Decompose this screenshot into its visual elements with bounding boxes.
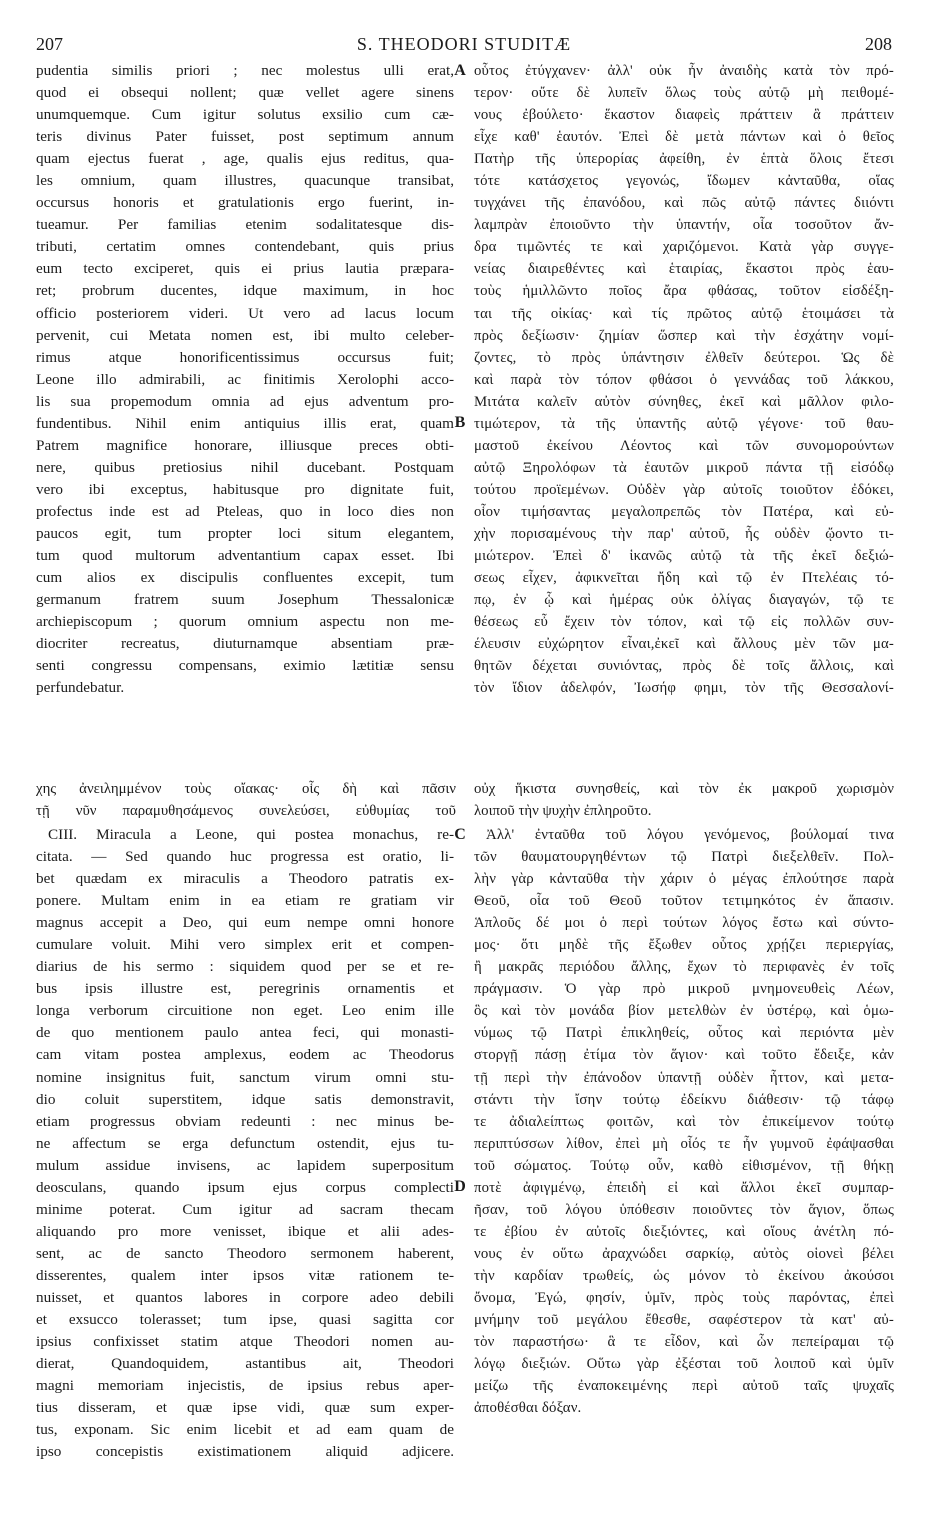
text-line: cumulare voluit. Mihi vero simplex erit et compen- (36, 936, 454, 954)
text-line: Πατὴρ τῆς ὑπερορίας ἀφείθη, ἐν ἑπτὰ ὅλοις ἔτεσι (474, 151, 894, 168)
text-line: μαστοῦ ἐκείνου Λέοντος καὶ τῶν συνομορούντων (474, 437, 894, 454)
text-line: νείας διαιρεθέντες καὶ ἑταιρίας, ἕκαστοι πρὸς ἑαυ- (474, 261, 894, 278)
text-line: profectus inde est ad Pteleas, quo in loco dies non (36, 502, 454, 520)
text-line: aliquando pro more venisset, ibique et alii ades- (36, 1222, 454, 1240)
text-line: bet quædam ex miraculis a Theodoro patratis ex- (36, 870, 454, 888)
text-line: εἶχε καθ' ἑαυτόν. Ἐπεὶ δὲ μετὰ πάντων καὶ ὁ θεῖος (474, 129, 894, 146)
text-line: οὗτος ἐτύγχανεν· ἀλλ' οὐκ ἦν ἀναιδὴς κατὰ τὸν πρό- (474, 63, 894, 79)
text-line: ret; probrum ducentes, idque maximum, in hoc (36, 282, 454, 300)
text-line: τυγχάνει τῆς ἐπανόδου, καὶ πῶς αὐτῷ πάντες διιόντι (474, 195, 894, 212)
text-line: ponere. Multam enim in ea etiam re gratiam vir (36, 892, 454, 910)
text-line: μνήμην τοῦ μεγάλου ἔθεσθε, σαφέστερον τὰ κατ' αὐ- (474, 1312, 894, 1329)
text-line: fundentibus. Nihil enim antiquius illis erat, quam (36, 414, 454, 432)
text-line: tius disseram, et quæ ipse vidi, quæ sum exper- (36, 1399, 454, 1417)
text-line: Patrem magnifice honorare, illiusque preces obti- (36, 436, 454, 454)
margin-letter-b: B (454, 414, 466, 431)
text-line: ται τῆς οἰκίας· καὶ τίς πρῶτος αὐτῷ ἑτοιμάσει τὰ (474, 305, 894, 322)
text-line: νους ἐβούλετο· ἕκαστον διαφεὶς πράττειν ἃ πράττειν (474, 107, 894, 124)
text-line: ne affectum se erga defunctum ostendit, ejus tu- (36, 1134, 454, 1152)
text-line: eum tecto exciperet, quis ei prius lautia præpara- (36, 260, 454, 278)
text-line: λόγῳ διεξιών. Οὕτω γὰρ ἐξέσται τοῦ λοιποῦ καὶ ὑμῖν (474, 1356, 894, 1373)
text-line: pudentia similis priori ; nec molestus ulli erat, (36, 62, 454, 79)
text-line: quam ejectus fuerat , age, qualis ejus reditus, qua- (36, 150, 454, 168)
text-line: nere, quibus pretiosius nihil ducebant. Postquam (36, 458, 454, 476)
text-line: quod ei obsequi nollent; quæ vellet agere sinens (36, 84, 454, 102)
text-line: λὴν γὰρ κἀνταῦθα τὴν χάριν ὁ μέγας ἐπλούτησε παρὰ (474, 871, 894, 888)
text-line: paucos egit, tum propter loci situm elegantem, (36, 524, 454, 542)
text-line: τοὺς ἡμιλλῶντο ποῖος ἄρα φθάσας, τοῦτον εἰσδέξη- (474, 283, 894, 300)
text-line: λαμπρὰν ἐποιοῦντο τὴν ὑπαντήν, οἷα τοσοῦτον ἄν- (474, 217, 894, 234)
text-line: teris divinus Pater fuisset, post septimum annum (36, 128, 454, 146)
margin-letter-d: D (454, 1178, 466, 1195)
text-line: de quo mentionem paulo antea feci, qui monasti- (36, 1024, 454, 1042)
text-line: περιπτύσσων λίθον, ἐπεὶ μὴ οἷός τε ἦν γυμνοῦ ἐφάψασθαι (474, 1135, 894, 1152)
text-line: perfundebatur. (36, 679, 125, 697)
text-line: ποτὲ ἀφιγμένῳ, ἐπειδὴ εἰ καὶ ἄλλοι ἐκεῖ συμπαρ- (474, 1179, 894, 1196)
text-line: les omnium, quam illustres, quacunque transibat, (36, 172, 454, 190)
text-line: diarius de his sermo : siquidem quod per se et re- (36, 958, 454, 976)
text-line: χὴν πορισαμένους τὴν παρ' αὐτοῦ, ἧς οὐδὲν ᾤοντο τι- (474, 525, 894, 542)
text-line: ipsius confixisset statim atque Theodori nomen au- (36, 1333, 454, 1351)
text-line: δρα τιμῶντές τε καὶ χαριζόμενοι. Κατὰ γὰρ συγγε- (474, 239, 894, 256)
text-line: tributi, certatim omnes contendebant, quis prius (36, 238, 454, 256)
text-line: longa verborum circuitione non eget. Leo enim ille (36, 1002, 454, 1020)
text-line: αὐτῷ Ξηρολόφων τὰ ἑαυτῶν μικροῦ πάντα τῇ εἰσόδῳ (474, 459, 894, 476)
continuation-right: λοιποῦ τὴν ψυχὴν ἐπληροῦτο. (474, 803, 652, 819)
text-line: unumquemque. Cum igitur solutus exsilio cum cæ- (36, 106, 454, 124)
text-line: Ἀλλ' ἐνταῦθα τοῦ λόγου γενόμενος, βούλομαί τινα (486, 827, 894, 843)
text-line: νύμως τῷ Πατρὶ ἐπικληθείς, οὗτος καὶ περιόντα μὲν (474, 1025, 894, 1042)
page-number-right: 208 (865, 34, 892, 54)
page-header (36, 32, 892, 56)
text-line: disserentes, qualem inter ipsos vitæ rationem te- (36, 1266, 454, 1284)
text-line: ζοντες, τὸ πρὸς ὑπάντησιν ἐλθεῖν δεύτεροι. Ὡς δὲ (474, 349, 894, 366)
text-line: dio coluit superstitem, idque satis demonstravit, (36, 1090, 454, 1108)
text-line: τότε κατάσχετος γεγονώς, ἴδωμεν κἀνταῦθα, οἵας (474, 173, 894, 190)
text-line: etiam progressus obviam redeunti : nec minus be- (36, 1112, 454, 1130)
margin-letter-a: A (454, 62, 466, 79)
text-line: citata. — Sed quando huc progressa est oratio, li- (36, 848, 454, 866)
text-line: νους ἐν οὕτω ἀραχνώδει σαρκίῳ, αὐτὸς οἱονεὶ βέλει (474, 1245, 894, 1262)
text-line: καὶ παρὰ τὸν τόπον φθάσοι ὁ γεννάδας τοῦ λάκκου, (474, 371, 894, 388)
text-line: τὸν παραστήσω· ἃ τε εἶδον, καὶ ὧν πεπείραμαι τῷ (474, 1334, 894, 1351)
text-line: archiepiscopum ; quorum omnium aspectu non me- (36, 613, 454, 631)
text-line: deosculans, quando ipsum ejus corpus complecti (36, 1178, 454, 1196)
text-line: τὸν ἴδιον ἀδελφόν, Ἰωσήφ φημι, τὸν τῆς Θεσσαλονί- (474, 680, 894, 697)
running-title: S. THEODORI STUDITÆ (356, 34, 572, 54)
text-line: πράγμασιν. Ὁ γὰρ πρὸ μικροῦ μνημονευθεὶς Λέων, (474, 981, 894, 998)
continuation-left: χης ἀνειλημμένον τοὺς οἴακας· οἷς δὴ καὶ πᾶσιν (36, 781, 456, 797)
text-line: tueamur. Per familias etenim sodalitatesque dis- (36, 216, 454, 234)
text-line: τιμώτερον, τὰ τῆς ὑπαντῆς αὐτῷ γέγονε· τοῦ θαυ- (474, 415, 894, 432)
text-line: τερον· οὔτε δὲ λυπεῖν ὅλως τοὺς αὐτῷ μὴ πειθομέ- (474, 85, 894, 102)
greek-continuation-line-1 (36, 778, 896, 800)
text-line: cam vitam postea amplexus, eodem ac Theodorus (36, 1046, 454, 1064)
text-line: Θεοῦ, οἷα τοῦ Θεοῦ τοῦτον τετιμηκότος ἐν ἅπασιν. (474, 893, 894, 910)
text-line: tum quod multorum adventantium capax esset. Ibi (36, 547, 454, 565)
text-line: πρὸς δεξίωσιν· ζημίαν ὥσπερ καὶ τὴν ἐσχάτην νομί- (474, 327, 894, 344)
text-line: τούτου προϊεμένων. Οὐδὲν γὰρ αὐτοῖς τοιοῦτον ἐδόκει, (474, 481, 894, 498)
text-line: cum alios ex discipulis confluentes excepit, tum (36, 569, 454, 587)
text-line: dierat, Quandoquidem, astantibus ait, Theodori (36, 1355, 454, 1373)
text-line: senti congressu compensans, eximio lætitiæ sensu (36, 657, 454, 675)
text-line: ῆσαν, τοῦ λόγου ὑπόθεσιν ποιοῦντες τὸν ἅγιον, ὅπως (474, 1201, 894, 1218)
text-line: έλευσιν εὐχώρητον εἶναι,ἐκεῖ καὶ ἄλλους μὲν τῶν μα- (474, 636, 894, 653)
continuation-right: οὐχ ἥκιστα συνησθείς, καὶ τὸν ἐκ μακροῦ χωρισμὸν (474, 781, 894, 797)
text-line: Leone illo admirabili, ac finitimis Xerolophi acco- (36, 370, 454, 388)
greek-continuation-line-2 (36, 800, 896, 822)
text-line: sent, ac de sancto Theodoro sermonem haberent, (36, 1244, 454, 1262)
text-line: mulum assidue invisens, ac lapidem superpositum (36, 1156, 454, 1174)
text-line: diocriter recreatus, diuturnamque absentiam præ- (36, 635, 454, 653)
text-line: occursus honoris et gratulationis ergo fuerint, in- (36, 194, 454, 212)
text-line: CIII. Miracula a Leone, qui postea monachus, re- (48, 826, 454, 843)
greek-column-top (474, 60, 894, 699)
text-line: μείζω τῆς ἐναποκειμένης περὶ αὐτοῦ ταῖς ψυχαῖς (474, 1378, 894, 1395)
text-line: vero ibi exceptus, habitusque pro dignitate fuit, (36, 480, 454, 498)
text-line: lis sua propemodum omnia ad ejus adventum pro- (36, 392, 454, 410)
text-line: μος· ὅτι μηδὲ τῆς ἔξωθεν οὗτος χρῄζει περιεργίας, (474, 937, 894, 954)
text-line: θέσεως εὖ ἔχειν τὸν τόπον, καὶ τῷ εἰς πολλῶν συν- (474, 614, 894, 631)
text-line: nuisset, et quantos labores in corpore adeo debili (36, 1288, 454, 1306)
greek-column-bottom (474, 824, 894, 1419)
text-line: τῇ περὶ τὴν ἐπάνοδον ὑπαντῇ οὐδὲν ἧττον, καὶ μετα- (474, 1069, 894, 1086)
text-line: minime poterat. Cum igitur ad sacram thecam (36, 1200, 454, 1218)
text-line: τῶν θαυματουργηθέντων τῷ Πατρὶ διεξελθεῖν. Πολ- (474, 849, 894, 866)
text-line: πῳ, ἐν ᾧ καὶ ἡμέρας οὐκ ὀλίγας διαγαγών, τῷ τε (474, 592, 894, 609)
text-line: τε ἀδιαλείπτως φοιτῶν, καὶ τὸν ἐπικείμενον τούτῳ (474, 1113, 894, 1130)
text-line: tus, exponam. Sic enim licebit et ad eam quam de (36, 1421, 454, 1439)
text-line: rimus atque honorificentissimus occursus fuit; (36, 348, 454, 366)
text-line: germanum fratrem suum Josephum Thessalonicæ (36, 591, 454, 609)
text-line: σεως εἶχεν, ἀφικνεῖται ἤδη καὶ τῷ ἐν Πτελέαις τό- (474, 570, 894, 587)
page-number-left: 207 (36, 34, 63, 54)
text-line: τε ἐβίου ἐν αὐτοῖς διεξιόντες, καὶ οἵους ἀνέτλη πό- (474, 1223, 894, 1240)
text-line: nomine insignitus fuit, sanctum virum omni stu- (36, 1068, 454, 1086)
text-line: pervenit, cui Metata nomen est, ibi multo celeber- (36, 326, 454, 344)
latin-column-top (36, 60, 454, 699)
text-line: et exsucco tolerasset; tum ipse, quasi sagitta cor (36, 1311, 454, 1329)
text-line: στοργῇ πάσῃ ἐτίμα τὸν ἅγιον· καὶ τοῦτο ἔδειξε, κἀν (474, 1047, 894, 1064)
text-line: ὄνομα, Ἐγώ, φησίν, ὑμῖν, πρὸς τοὺς παρόντας, ἐπεὶ (474, 1289, 894, 1306)
text-line: ὃς καὶ τὸν μονάδα βίον μετελθὼν ἐν ὑστέρῳ, καὶ ὁμω- (474, 1003, 894, 1020)
text-line: officio posteriorem videri. Ut vero ad lacus locum (36, 304, 454, 322)
text-line: στάντι τὴν ἴσην τούτῳ ἐδείκνυ διάθεσιν· τῷ τάφῳ (474, 1091, 894, 1108)
latin-column-bottom (36, 824, 454, 1463)
text-line: οἷον τιμήσαντας μεγαλοπρεπῶς τὸν Πατέρα, καὶ εὐ- (474, 503, 894, 520)
text-line: τὴν καρδίαν τρωθείς, ὡς μόνον τὸ ἐκείνου ἀκούσοι (474, 1267, 894, 1284)
text-line: τοῦ σώματος. Τούτῳ οὖν, καθὸ εἰθισμένον, τῇ θήκῃ (474, 1157, 894, 1174)
text-line: magnus accepit a Deo, qui eum nempe omni honore (36, 914, 454, 932)
text-line: θητῶν δέχεται συνιόντας, πρὸς δὲ τοῖς ἄλλοις, καὶ (474, 658, 894, 675)
text-line: bus ipsis illustre est, peregrinis ornamentis et (36, 980, 454, 998)
continuation-left: τῇ νῦν παραμυθησάμενος συνελεύσει, εὐθυμίας τοῦ (36, 803, 456, 819)
text-line: ἢ μακρᾶς περιόδου ἄλλης, ἔχων τὸ περιφανὲς ἐν τοῖς (474, 959, 894, 976)
text-line: Μιτάτα καλεῖν αὐτὸν σύνηθες, ἐκεῖ καὶ μᾶλλον φιλο- (474, 393, 894, 410)
text-line: μιώτερον. Ἐπεὶ δ' ἱκανῶς αὐτῷ τὰ τῆς ἐκεῖ δεξιώ- (474, 548, 894, 565)
text-line: ipso concepistis existimationem aliquid adjicere. (36, 1443, 454, 1461)
text-line: ἀποθέσθαι δόξαν. (474, 1400, 582, 1417)
text-line: Ἁπλοῦς δέ μοι ὁ περὶ τούτων λόγος ἔστω καὶ σύντο- (474, 915, 894, 932)
margin-letter-c: C (454, 826, 466, 843)
text-line: magni memoriam injecistis, de ipsius rebus aper- (36, 1377, 454, 1395)
